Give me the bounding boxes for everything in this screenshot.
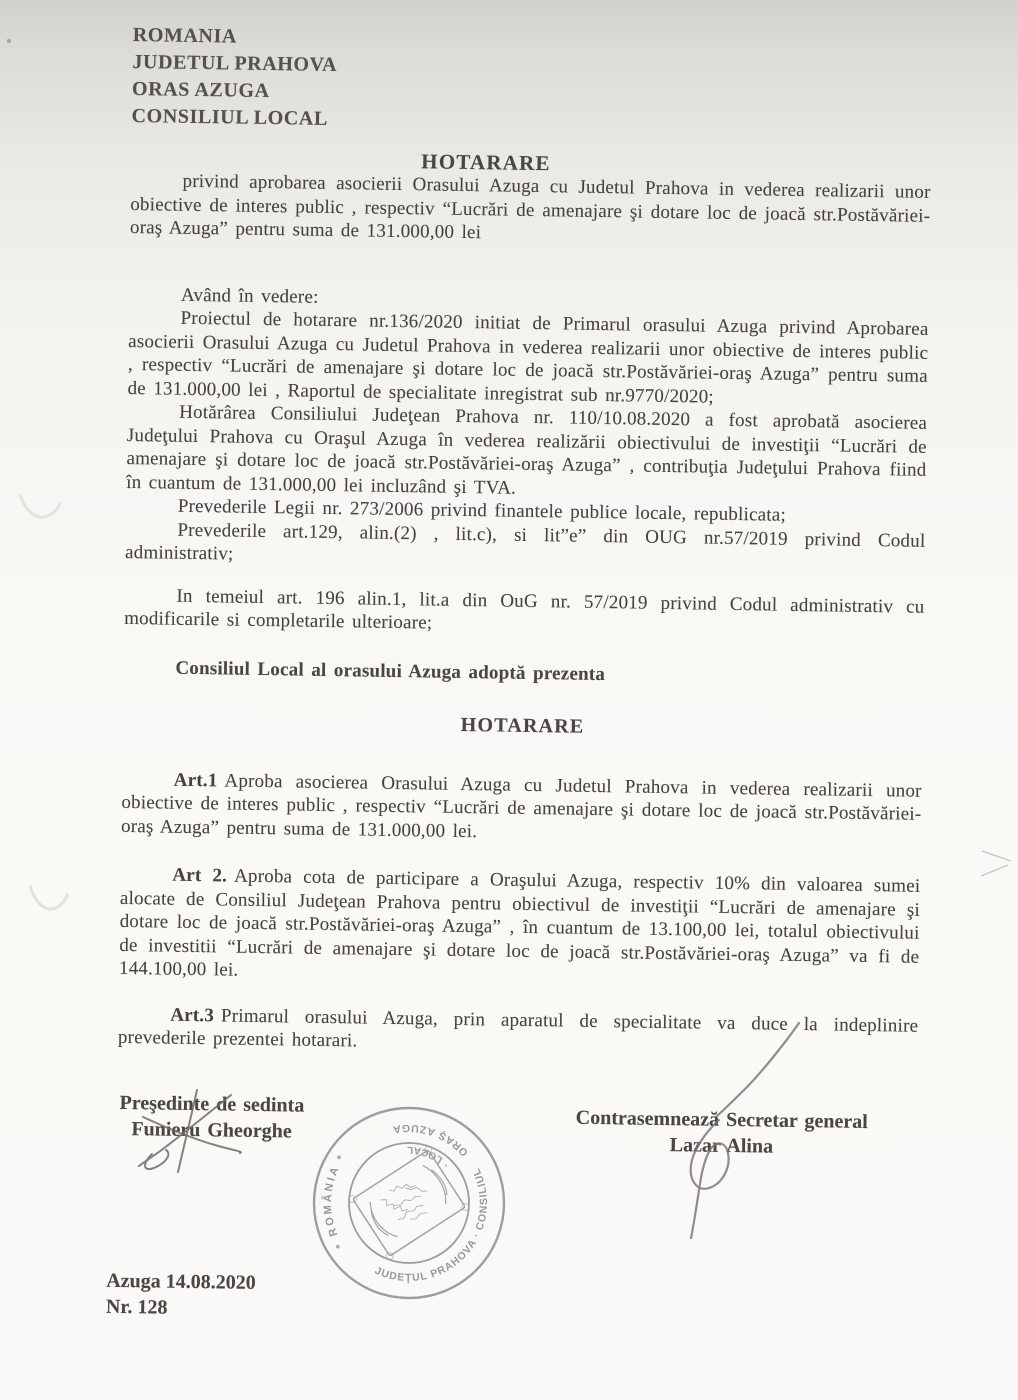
article-2-label: Art 2. [172,864,228,887]
margin-pen-mark [981,851,1011,876]
document-heading-2: HOTARARE [460,713,585,738]
preamble-item: Hotărârea Consiliului Judeţean Prahova nr. 110/10.08.2020 a fost aprobată asocierea Judeţului Prahova cu Oraşul Azuga în vederea realizării obiectivului de investiţii “Lucrări de amenajare şi dotare loc de joacă str.Postăvăriei-oraş Azuga” , contribuţia Judeţului Prahova fiind în cuantum de 131.000,00 lei incluzând şi TVA. [126,401,928,499]
article-1-text: Aproba asocierea Orasului Azuga cu Judetul Prahova in vederea realizarii unor obiective de interes public , respectiv “Lucrări de amenajare şi dotare loc de joacă str.Postăvăriei-oraş Azuga” pentru suma de 131.000,00 lei. [120,769,922,842]
stamp-text-county-council: JUDEŢUL PRAHOVA · CONSILIUL [372,1165,491,1285]
stamp-text-local: · LOCAL [406,1143,452,1170]
punch-shadow-curve [20,494,61,517]
document-body [105,22,933,1331]
document-title: HOTARARE [421,149,551,176]
adoption-line: Consiliul Local al orasului Azuga adoptă prezenta [175,657,606,685]
president-role: Preşedinte de sedinta [119,1091,305,1117]
preamble-intro: Având în vedere: [180,284,319,308]
article-3-text: Primarul orasului Azuga, prin aparatul de specialitate va duce la indeplinire prevederile prezentei hotarari. [117,1004,919,1052]
letterhead-country: ROMANIA [132,23,238,48]
signature-row [116,1089,917,1161]
footer-place-date: Azuga 14.08.2020 [106,1269,256,1294]
preamble-item: Prevederile Legii nr. 273/2006 privind finantele publice locale, republicata; [177,495,787,526]
document-subtitle: privind aprobarea asocierii Orasului Azuga cu Judetul Prahova in vederea realizarii unor obiective de interes public , respectiv “Lucrări de amenajare şi dotare loc de joacă str.Postăvăriei-oraş Azuga” pentru suma de 131.000,00 lei [129,170,931,244]
article-paragraph [118,1002,919,1061]
stamp-text-romania: * ROMÂNIA * [321,1151,349,1251]
president-name: Funieru Gheorghe [131,1117,292,1142]
president-signature-block [106,1089,317,1152]
preamble-item: Prevederile art.129, alin.(2) , lit.c), si lit”e” din OUG nr.57/2019 privind Codul administrativ; [124,519,926,565]
article-paragraph [119,863,921,992]
punch-shadow-curve [30,886,68,909]
secretary-name: Lazar Alina [669,1133,774,1158]
footer-block [106,1267,915,1331]
letterhead-county: JUDETUL PRAHOVA [132,50,338,77]
article-3-label: Art.3 [170,1004,215,1026]
article-1-label: Art.1 [173,769,218,791]
secretary-signature-block [566,1096,877,1161]
ink-dot [7,39,11,43]
legal-basis: In temeiul art. 196 alin.1, lit.a din OuG nr. 57/2019 privind Codul administrativ cu modificarile si completarile ulterioare; [123,585,925,634]
letterhead-council: CONSILIUL LOCAL [131,104,329,130]
footer-number: Nr. 128 [105,1295,168,1319]
article-paragraph [121,767,922,849]
letterhead [131,22,933,142]
letterhead-city: ORAS AZUGA [131,77,270,103]
stamp-text-city: ORAŞ AZUGA [390,1121,471,1159]
secretary-role: Contrasemnează Secretar general [575,1106,868,1133]
preamble-item: Proiectul de hotarare nr.136/2020 initiat de Primarul orasului Azuga privind Aprobarea asocierii Orasului Azuga cu Judetul Prahova in vederea realizarii unor obiective de interes public , respectiv “Lucrări de amenajare şi dotare loc de joacă str.Postăvăriei-oraş Azuga” pentru suma de 131.000,00 lei , Raportul de specialitate inregistrat sub nr.9770/2020; [127,307,929,408]
article-2-text: Aproba cota de participare a Oraşului Azuga, respectiv 10% din valoarea sumei alocate de Consiliul Judeţean Prahova pentru obiectivul de investiţii “Lucrări de amenajare şi dotare loc de joacă str.Postăvăriei-oraş Azuga” , în cuantum de 13.100,00 lei, totalul obiectivului de investitii “Lucrări de amenajare şi dotare loc de joacă str.Postăvăriei-oraş Azuga” va fi de 144.100,00 lei. [118,865,921,981]
